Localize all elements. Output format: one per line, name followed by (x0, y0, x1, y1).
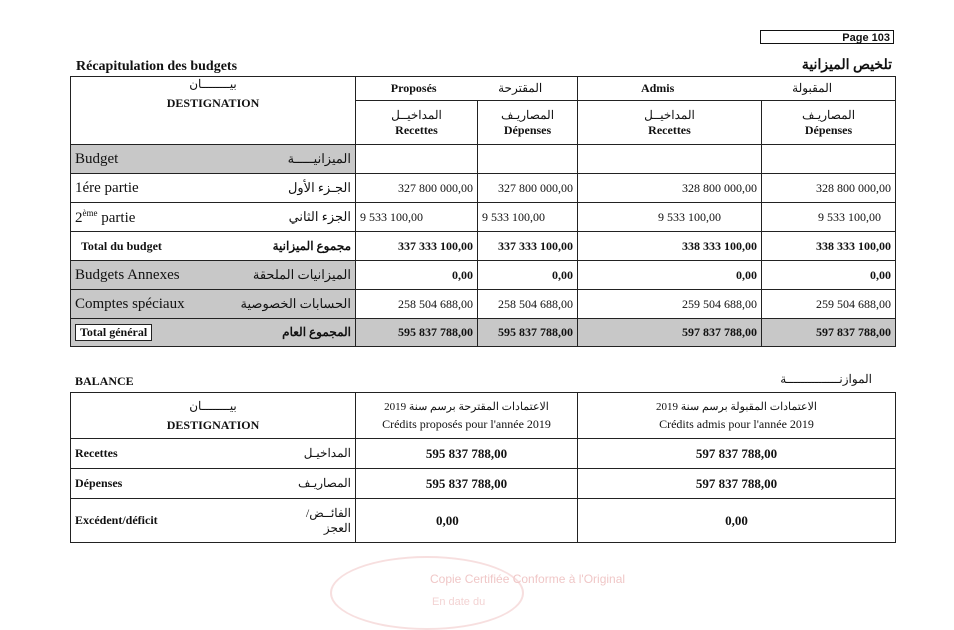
recettes-header-admis: المداخيــل Recettes (578, 101, 762, 145)
stamp-text: Copie Certifiée Conforme à l'Original (430, 572, 626, 586)
balance-title-ar: الموازنـــــــــــــــة (780, 372, 872, 386)
balance-table (70, 392, 896, 543)
table-row: Comptes spéciaux الحسابات الخصوصية 258 504 688,00 258 504 688,00 259 504 688,00 259 504 688,00 (71, 290, 896, 319)
title-ar: تلخيص الميزانية (801, 58, 892, 73)
balance-title-fr: BALANCE (75, 374, 134, 388)
admis-header: Admis المقبولة (578, 77, 896, 101)
table-row: 2ème partie الجزء الثاني 9 533 100,00 9 533 100,00 9 533 100,00 9 533 100,00 (71, 203, 896, 232)
table-row: Budgets Annexes الميزانيات الملحقة 0,00 0,00 0,00 0,00 (71, 261, 896, 290)
credits-proposes-header: الاعتمادات المقترحة برسم سنة 2019 Crédits proposés pour l'année 2019 (356, 393, 578, 439)
table-row: Total du budget مجموع الميزانية 337 333 100,00 337 333 100,00 338 333 100,00 338 333 100,00 (71, 232, 896, 261)
table-row: Recettes المداخيـل 595 837 788,00 597 837 788,00 (71, 439, 896, 469)
depenses-header-proposes: المصاريـف Dépenses (478, 101, 578, 145)
recettes-header-proposes: المداخيــل Recettes (356, 101, 478, 145)
table-row: Total général المجموع العام 595 837 788,00 595 837 788,00 597 837 788,00 597 837 788,00 (71, 319, 896, 347)
table-row: 1ére partie الجـزء الأول 327 800 000,00 327 800 000,00 328 800 000,00 328 800 000,00 (71, 174, 896, 203)
budget-recap-table (70, 76, 896, 347)
table-row: Dépenses المصاريـف 595 837 788,00 597 837 788,00 (71, 469, 896, 499)
page-number: Page 103 (760, 30, 894, 44)
stamp-text-date: En date du (432, 596, 486, 608)
table-row: Excédent/déficit الفائــض/ العجز 0,00 0,00 (71, 499, 896, 543)
credits-admis-header: الاعتمادات المقبولة برسم سنة 2019 Crédits admis pour l'année 2019 (578, 393, 896, 439)
depenses-header-admis: المصاريـف Dépenses (762, 101, 896, 145)
table-row: Budget الميزانيـــــة (71, 145, 896, 174)
title-fr: Récapitulation des budgets (76, 59, 238, 74)
designation-header: بيــــــــان DESTIGNATION (71, 77, 356, 145)
certification-stamp (330, 556, 524, 630)
proposes-header: Proposés المقترحة (356, 77, 578, 101)
designation-header: بيــــــــان DESTIGNATION (71, 393, 356, 439)
